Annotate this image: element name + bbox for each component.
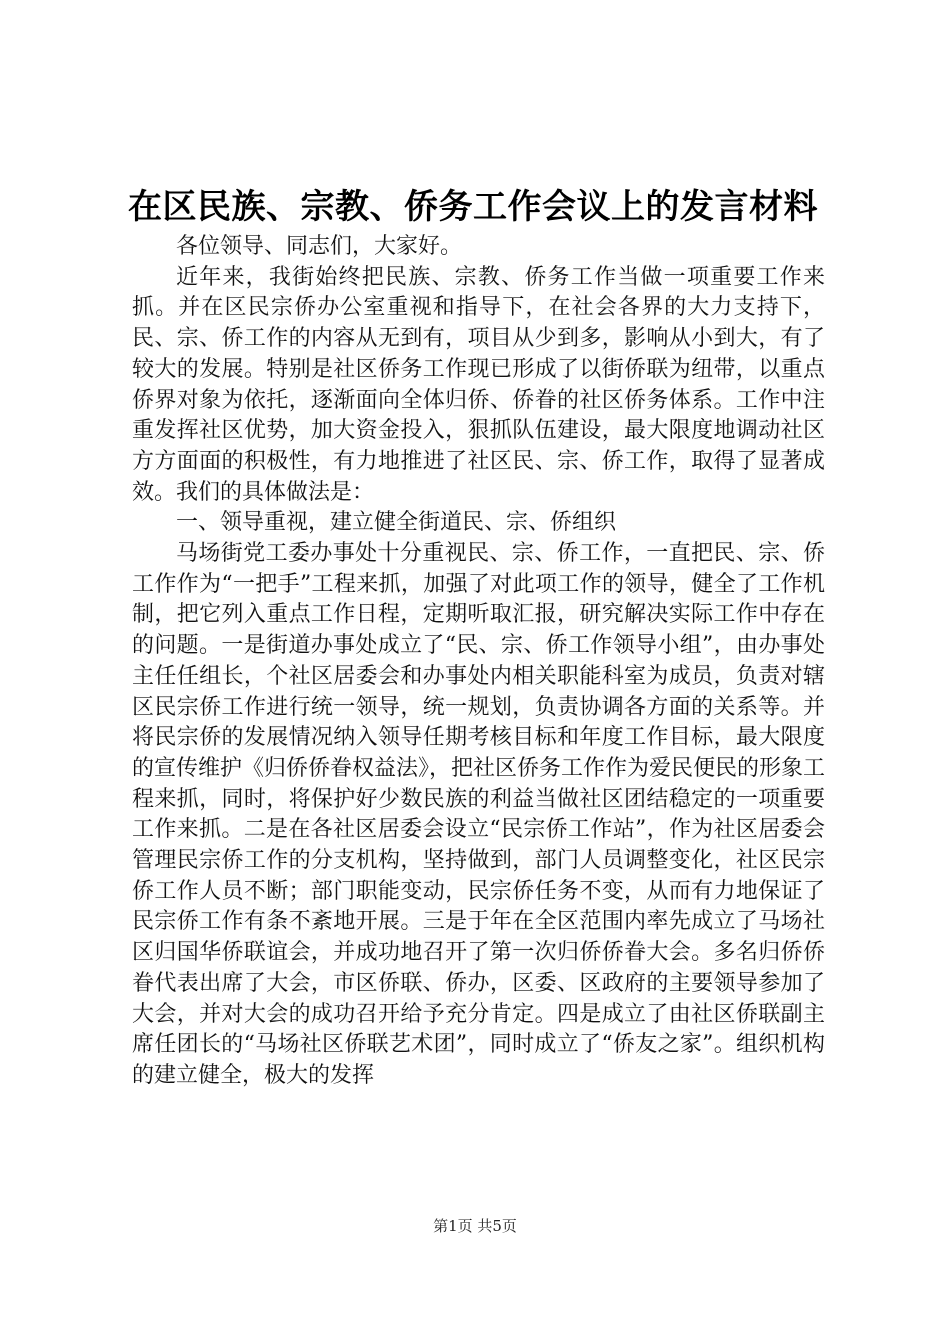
section-heading-1: 一、领导重视，建立健全街道民、宗、侨组织 (176, 510, 617, 536)
paragraph-section-1: 马场街党工委办事处十分重视民、宗、侨工作，一直把民、宗、侨工作作为“一把手”工程来抓，加强了对此项工作的领导，健全了工作机制，把它列入重点工作日程，定期听取汇报，研究解决实际工作中存在的问题。一是街道办事处成立了“民、宗、侨工作领导小组”，由办事处主任任组长，个社区居委会和办事处内相关职能科室为成员，负责对辖区民宗侨工作进行统一领导，统一规划，负责协调各方面的关系等。并将民宗侨的发展情况纳入领导任期考核目标和年度工作目标，最大限度的宣传维护《归侨侨眷权益法》，把社区侨务工作作为爱民便民的形象工程来抓，同时，将保护好少数民族的利益当做社区团结稳定的一项重要工作来抓。二是在各社区居委会设立“民宗侨工作站”，作为社区居委会管理民宗侨工作的分支机构，坚持做到，部门人员调整变化，社区民宗侨工作人员不断；部门职能变动，民宗侨任务不变，从而有力地保证了民宗侨工作有条不紊地开展。三是于年在全区范围内率先成立了马场社区归国华侨联谊会，并成功地召开了第一次归侨侨眷大会。多名归侨侨眷代表出席了大会，市区侨联、侨办，区委、区政府的主要领导参加了大会，并对大会的成功召开给予充分肯定。四是成立了由社区侨联副主席任团长的“马场社区侨联艺术团”，同时成立了“侨友之家”。组织机构的建立健全，极大的发挥 (132, 541, 826, 1088)
paragraph-introduction: 近年来，我街始终把民族、宗教、侨务工作当做一项重要工作来抓。并在区民宗侨办公室重视和指导下，在社会各界的大力支持下，民、宗、侨工作的内容从无到有，项目从少到多，影响从小到大，有了较大的发展。特别是社区侨务工作现已形成了以街侨联为纽带，以重点侨界对象为依托，逐渐面向全体归侨、侨眷的社区侨务体系。工作中注重发挥社区优势，加大资金投入，狠抓队伍建设，最大限度地调动社区方方面面的积极性，有力地推进了社区民、宗、侨工作，取得了显著成效。我们的具体做法是： (132, 264, 825, 505)
document-body (132, 232, 825, 1092)
document-title: 在区民族、宗教、侨务工作会议上的发言材料 (128, 187, 818, 227)
page-number-footer: 第1页 共5页 (433, 1217, 517, 1235)
paragraph-greeting: 各位领导、同志们，大家好。 (176, 234, 463, 259)
